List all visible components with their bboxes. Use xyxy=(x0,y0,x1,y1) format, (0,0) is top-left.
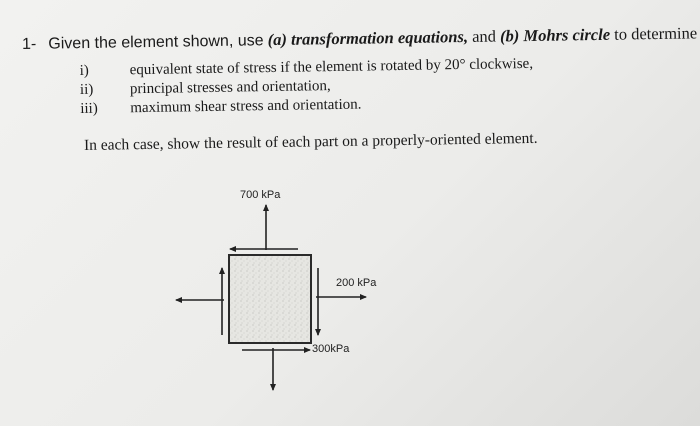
task-text: principal stresses and orientation, xyxy=(129,78,331,98)
and-text: and xyxy=(471,26,497,46)
intro-text: Given the element shown, use xyxy=(48,32,264,53)
instruction-text: In each case, show the result of each part on a properly-oriented element. xyxy=(83,129,538,154)
part-b-text: (b) Mohrs circle xyxy=(499,24,611,46)
problem-number: 1- xyxy=(21,35,37,53)
task-numeral: ii) xyxy=(79,81,94,98)
task-numeral: i) xyxy=(79,62,89,80)
label-700kpa: 700 kPa xyxy=(240,189,281,201)
task-numeral: iii) xyxy=(80,100,98,117)
part-a-text: (a) transformation equations, xyxy=(267,26,469,50)
task-text: equivalent state of stress if the element is rotated by 20° clockwise, xyxy=(129,55,534,79)
label-200kpa: 200 kPa xyxy=(336,277,377,289)
stress-element xyxy=(229,255,311,343)
tail-text: to determine xyxy=(614,23,698,44)
label-300kpa: 300kPa xyxy=(312,343,350,355)
task-text: maximum shear stress and orientation. xyxy=(130,96,362,117)
